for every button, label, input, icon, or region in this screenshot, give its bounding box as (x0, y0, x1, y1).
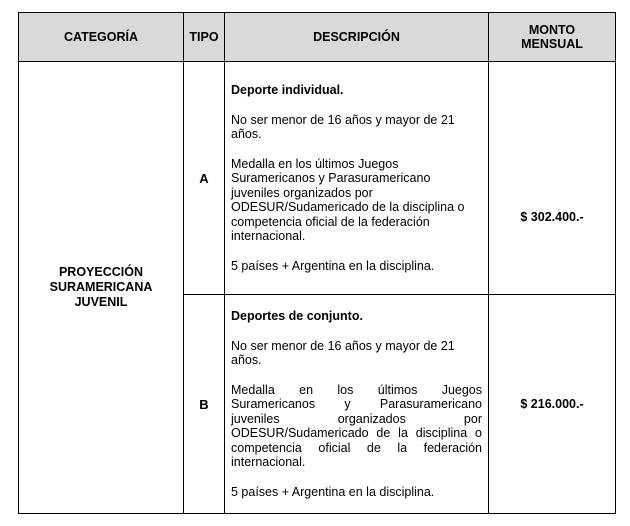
header-descripcion: DESCRIPCIÓN (225, 13, 489, 62)
description-a (225, 62, 489, 295)
header-monto-line2: MENSUAL (521, 37, 583, 51)
table-row-a (19, 62, 616, 295)
description-b-age: No ser menor de 16 años y mayor de 21 años. (231, 338, 455, 367)
description-a-age: No ser menor de 16 años y mayor de 21 años. (231, 112, 455, 141)
header-categoria: CATEGORÍA (19, 13, 184, 62)
monto-b: $ 216.000.- (489, 295, 616, 514)
category-line2: SURAMERICANA (49, 280, 153, 294)
description-a-medal: Medalla en los últimos Juegos Suramericanos y Parasuramericano juveniles organizados por ODESUR/Sudamericado de la disciplina o competencia oficial de la federación internacional. (231, 156, 465, 243)
description-a-countries: 5 países + Argentina en la disciplina. (231, 258, 435, 273)
header-monto (489, 13, 616, 62)
tipo-a: A (184, 62, 225, 295)
monto-a: $ 302.400.- (489, 62, 616, 295)
description-b-medal: Medalla en los últimos Juegos Suramericanos y Parasuramericano juveniles organizados por ODESUR/Sudamericado de la disciplina o competencia oficial de la federación internacional. (231, 382, 482, 469)
description-a-heading: Deporte individual. (231, 83, 344, 97)
header-monto-line1: MONTO (528, 23, 576, 37)
category-line1: PROYECCIÓN (58, 265, 144, 279)
header-tipo: TIPO (184, 13, 225, 62)
scholarship-table (18, 12, 616, 514)
description-b (225, 295, 489, 514)
header-row (19, 13, 616, 62)
description-b-heading: Deportes de conjunto. (231, 309, 363, 323)
category-line3: JUVENIL (74, 295, 128, 309)
description-b-countries: 5 países + Argentina en la disciplina. (231, 484, 435, 499)
category-cell (19, 62, 184, 514)
tipo-b: B (184, 295, 225, 514)
